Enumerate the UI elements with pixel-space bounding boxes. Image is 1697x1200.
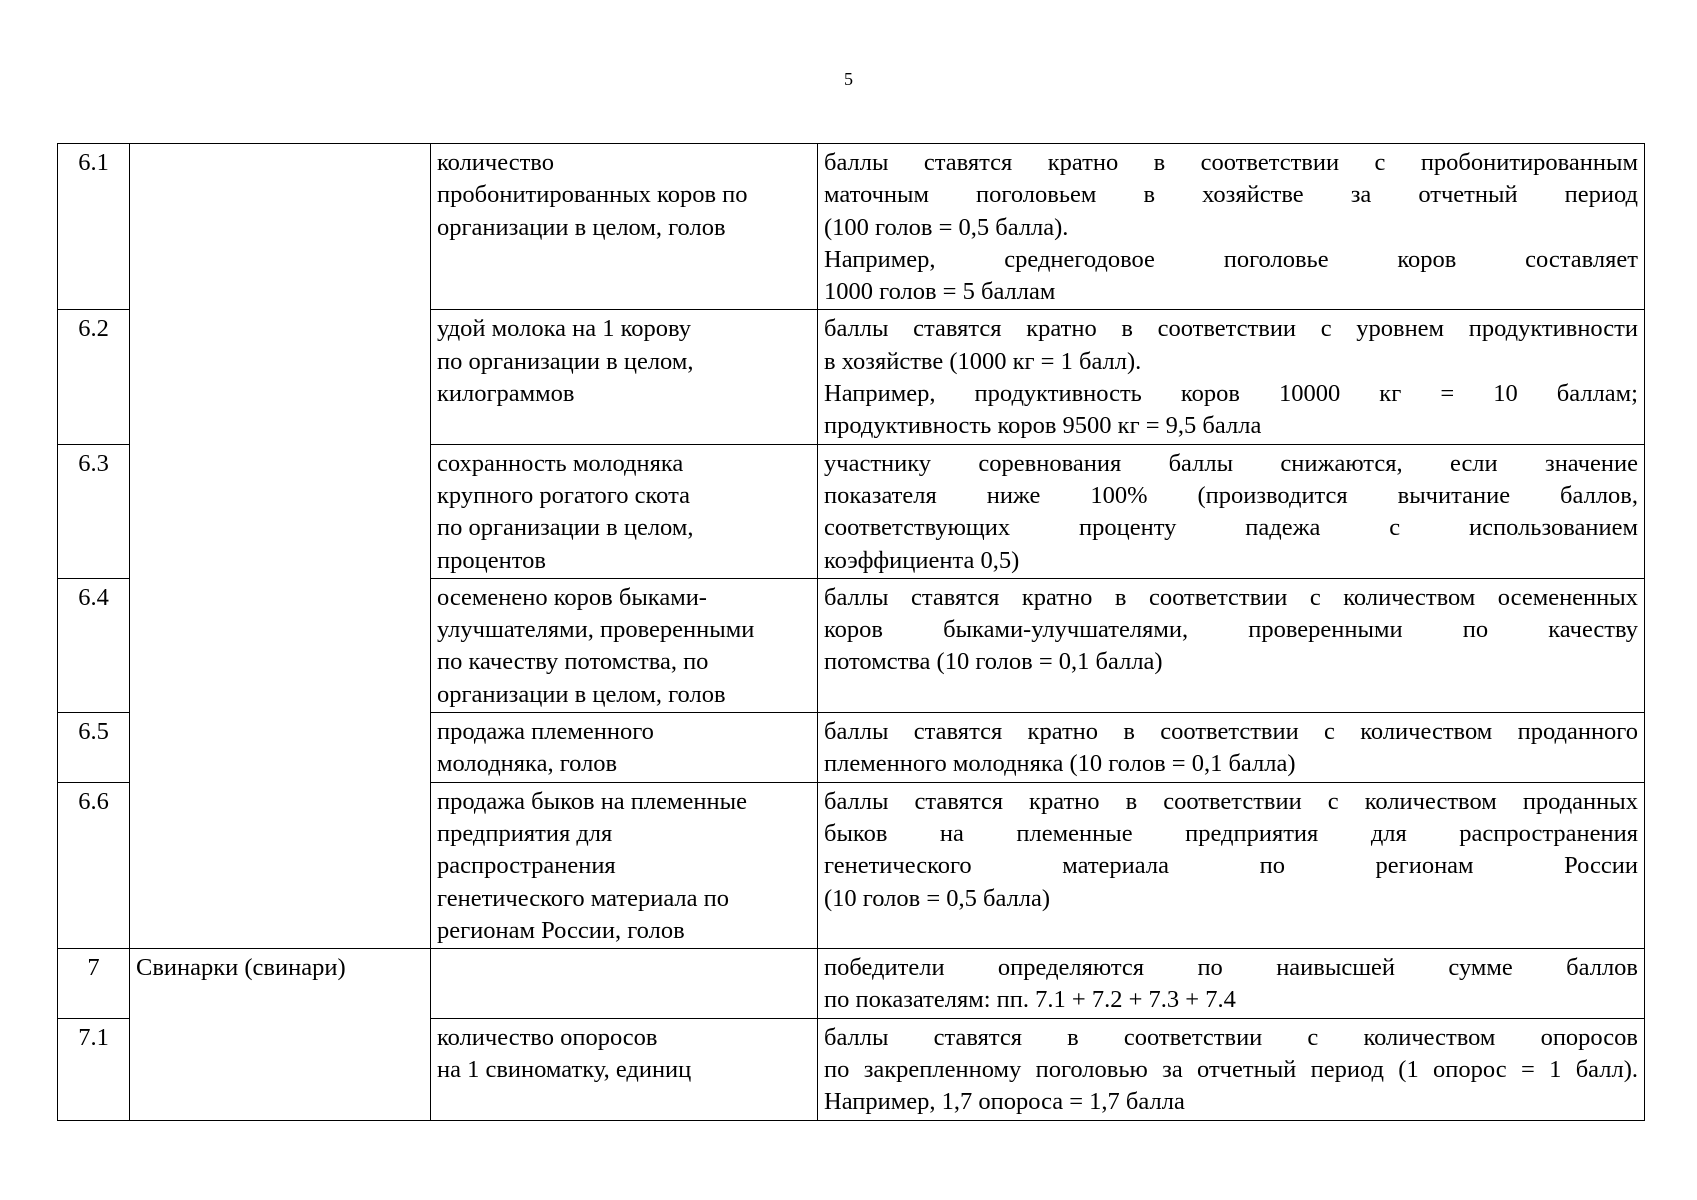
description-line: показателя ниже 100% (производится вычитание баллов, [824,481,1638,509]
indicator-cell [431,713,818,783]
indicator-line: осеменено коров быками- [437,583,707,611]
indicator-line: регионам России, голов [437,916,685,944]
category-name [130,713,431,783]
description-line: баллы ставятся кратно в соответствии с количеством осемененных [824,583,1638,611]
indicator-cell [431,1018,818,1120]
indicator-line: удой молока на 1 корову [437,315,691,343]
table-row [58,713,1645,783]
indicator-line: крупного рогатого скота [437,481,690,509]
row-number: 6.3 [58,444,130,578]
description-line: потомства (10 голов = 0,1 балла) [824,648,1163,676]
indicator-line: генетического материала по [437,884,730,912]
scoring-description [818,1018,1645,1120]
scoring-description [818,144,1645,310]
description-line: Например, среднегодовое поголовье коров составляет [824,245,1638,273]
indicator-line: пробонитированных коров по [437,181,748,209]
category-name [130,782,431,948]
row-number: 7 [58,949,130,1019]
table-row [58,310,1645,444]
indicator-line: килограммов [437,380,575,408]
scoring-description [818,444,1645,578]
indicator-line: процентов [437,546,546,574]
scoring-description [818,782,1645,948]
description-line: маточным поголовьем в хозяйстве за отчетный период [824,181,1638,209]
page-number: 5 [844,69,853,89]
scoring-description [818,949,1645,1019]
description-line: Например, продуктивность коров 10000 кг = 10 баллам; [824,380,1638,408]
description-line: 1000 голов = 5 баллам [824,278,1056,306]
row-number: 7.1 [58,1018,130,1120]
indicator-line: на 1 свиноматку, единиц [437,1056,692,1084]
description-line: коров быками-улучшателями, проверенными по качеству [824,616,1638,644]
category-name [130,1018,431,1120]
indicator-line: распространения [437,852,616,880]
category-name [130,144,431,310]
row-number: 6.5 [58,713,130,783]
indicator-line: организации в целом, голов [437,213,726,241]
description-line: по показателям: пп. 7.1 + 7.2 + 7.3 + 7.4 [824,986,1236,1014]
indicator-line: по организации в целом, [437,514,694,542]
indicator-line: предприятия для [437,819,613,847]
category-name: Свинарки (свинари) [130,949,431,1019]
indicator-cell [431,144,818,310]
description-line: победители определяются по наивысшей сумме баллов [824,954,1638,982]
description-line: коэффициента 0,5) [824,546,1020,574]
row-number: 6.1 [58,144,130,310]
indicator-line: количество опоросов [437,1023,658,1051]
description-line: в хозяйстве (1000 кг = 1 балл). [824,347,1142,375]
indicator-cell [431,782,818,948]
indicator-cell [431,444,818,578]
description-line: генетического материала по регионам России [824,852,1638,880]
indicator-line: по качеству потомства, по [437,648,709,676]
indicator-line: молодняка, голов [437,750,618,778]
description-line: племенного молодняка (10 голов = 0,1 балла) [824,750,1296,778]
row-number: 6.6 [58,782,130,948]
indicator-line: сохранность молодняка [437,449,684,477]
row-number: 6.2 [58,310,130,444]
indicator-line: организации в целом, голов [437,680,726,708]
category-name [130,310,431,444]
description-line: участнику соревнования баллы снижаются, если значение [824,449,1638,477]
category-name [130,578,431,712]
row-number: 6.4 [58,578,130,712]
description-line: баллы ставятся кратно в соответствии с количеством проданного [824,718,1638,746]
indicator-line: по организации в целом, [437,347,694,375]
description-line: Например, 1,7 опороса = 1,7 балла [824,1088,1185,1116]
table-row [58,144,1645,310]
indicator-cell [431,578,818,712]
table-row [58,949,1645,1019]
description-line: баллы ставятся в соответствии с количеством опоросов [824,1023,1638,1051]
indicator-line: продажа быков на племенные [437,787,747,815]
description-line: продуктивность коров 9500 кг = 9,5 балла [824,412,1262,440]
indicator-cell [431,949,818,1019]
category-name [130,444,431,578]
description-line: (100 голов = 0,5 балла). [824,213,1069,241]
indicator-cell [431,310,818,444]
description-line: (10 голов = 0,5 балла) [824,884,1051,912]
table-row [58,444,1645,578]
description-line: баллы ставятся кратно в соответствии с пробонитированным [824,149,1638,176]
criteria-table-body [58,144,1645,1121]
scoring-description [818,713,1645,783]
criteria-table [57,143,1645,1121]
scoring-description [818,578,1645,712]
description-line: баллы ставятся кратно в соответствии с количеством проданных [824,787,1638,815]
description-line: быков на племенные предприятия для распространения [824,819,1638,847]
description-line: баллы ставятся кратно в соответствии с уровнем продуктивности [824,315,1638,343]
indicator-line: улучшателями, проверенными [437,616,755,644]
table-row [58,578,1645,712]
table-row [58,782,1645,948]
description-line: соответствующих проценту падежа с использованием [824,514,1638,542]
table-row [58,1018,1645,1120]
scoring-description [818,310,1645,444]
indicator-line: количество [437,149,554,176]
indicator-line: продажа племенного [437,718,654,746]
description-line: по закрепленному поголовью за отчетный период (1 опорос = 1 балл). [824,1056,1638,1084]
